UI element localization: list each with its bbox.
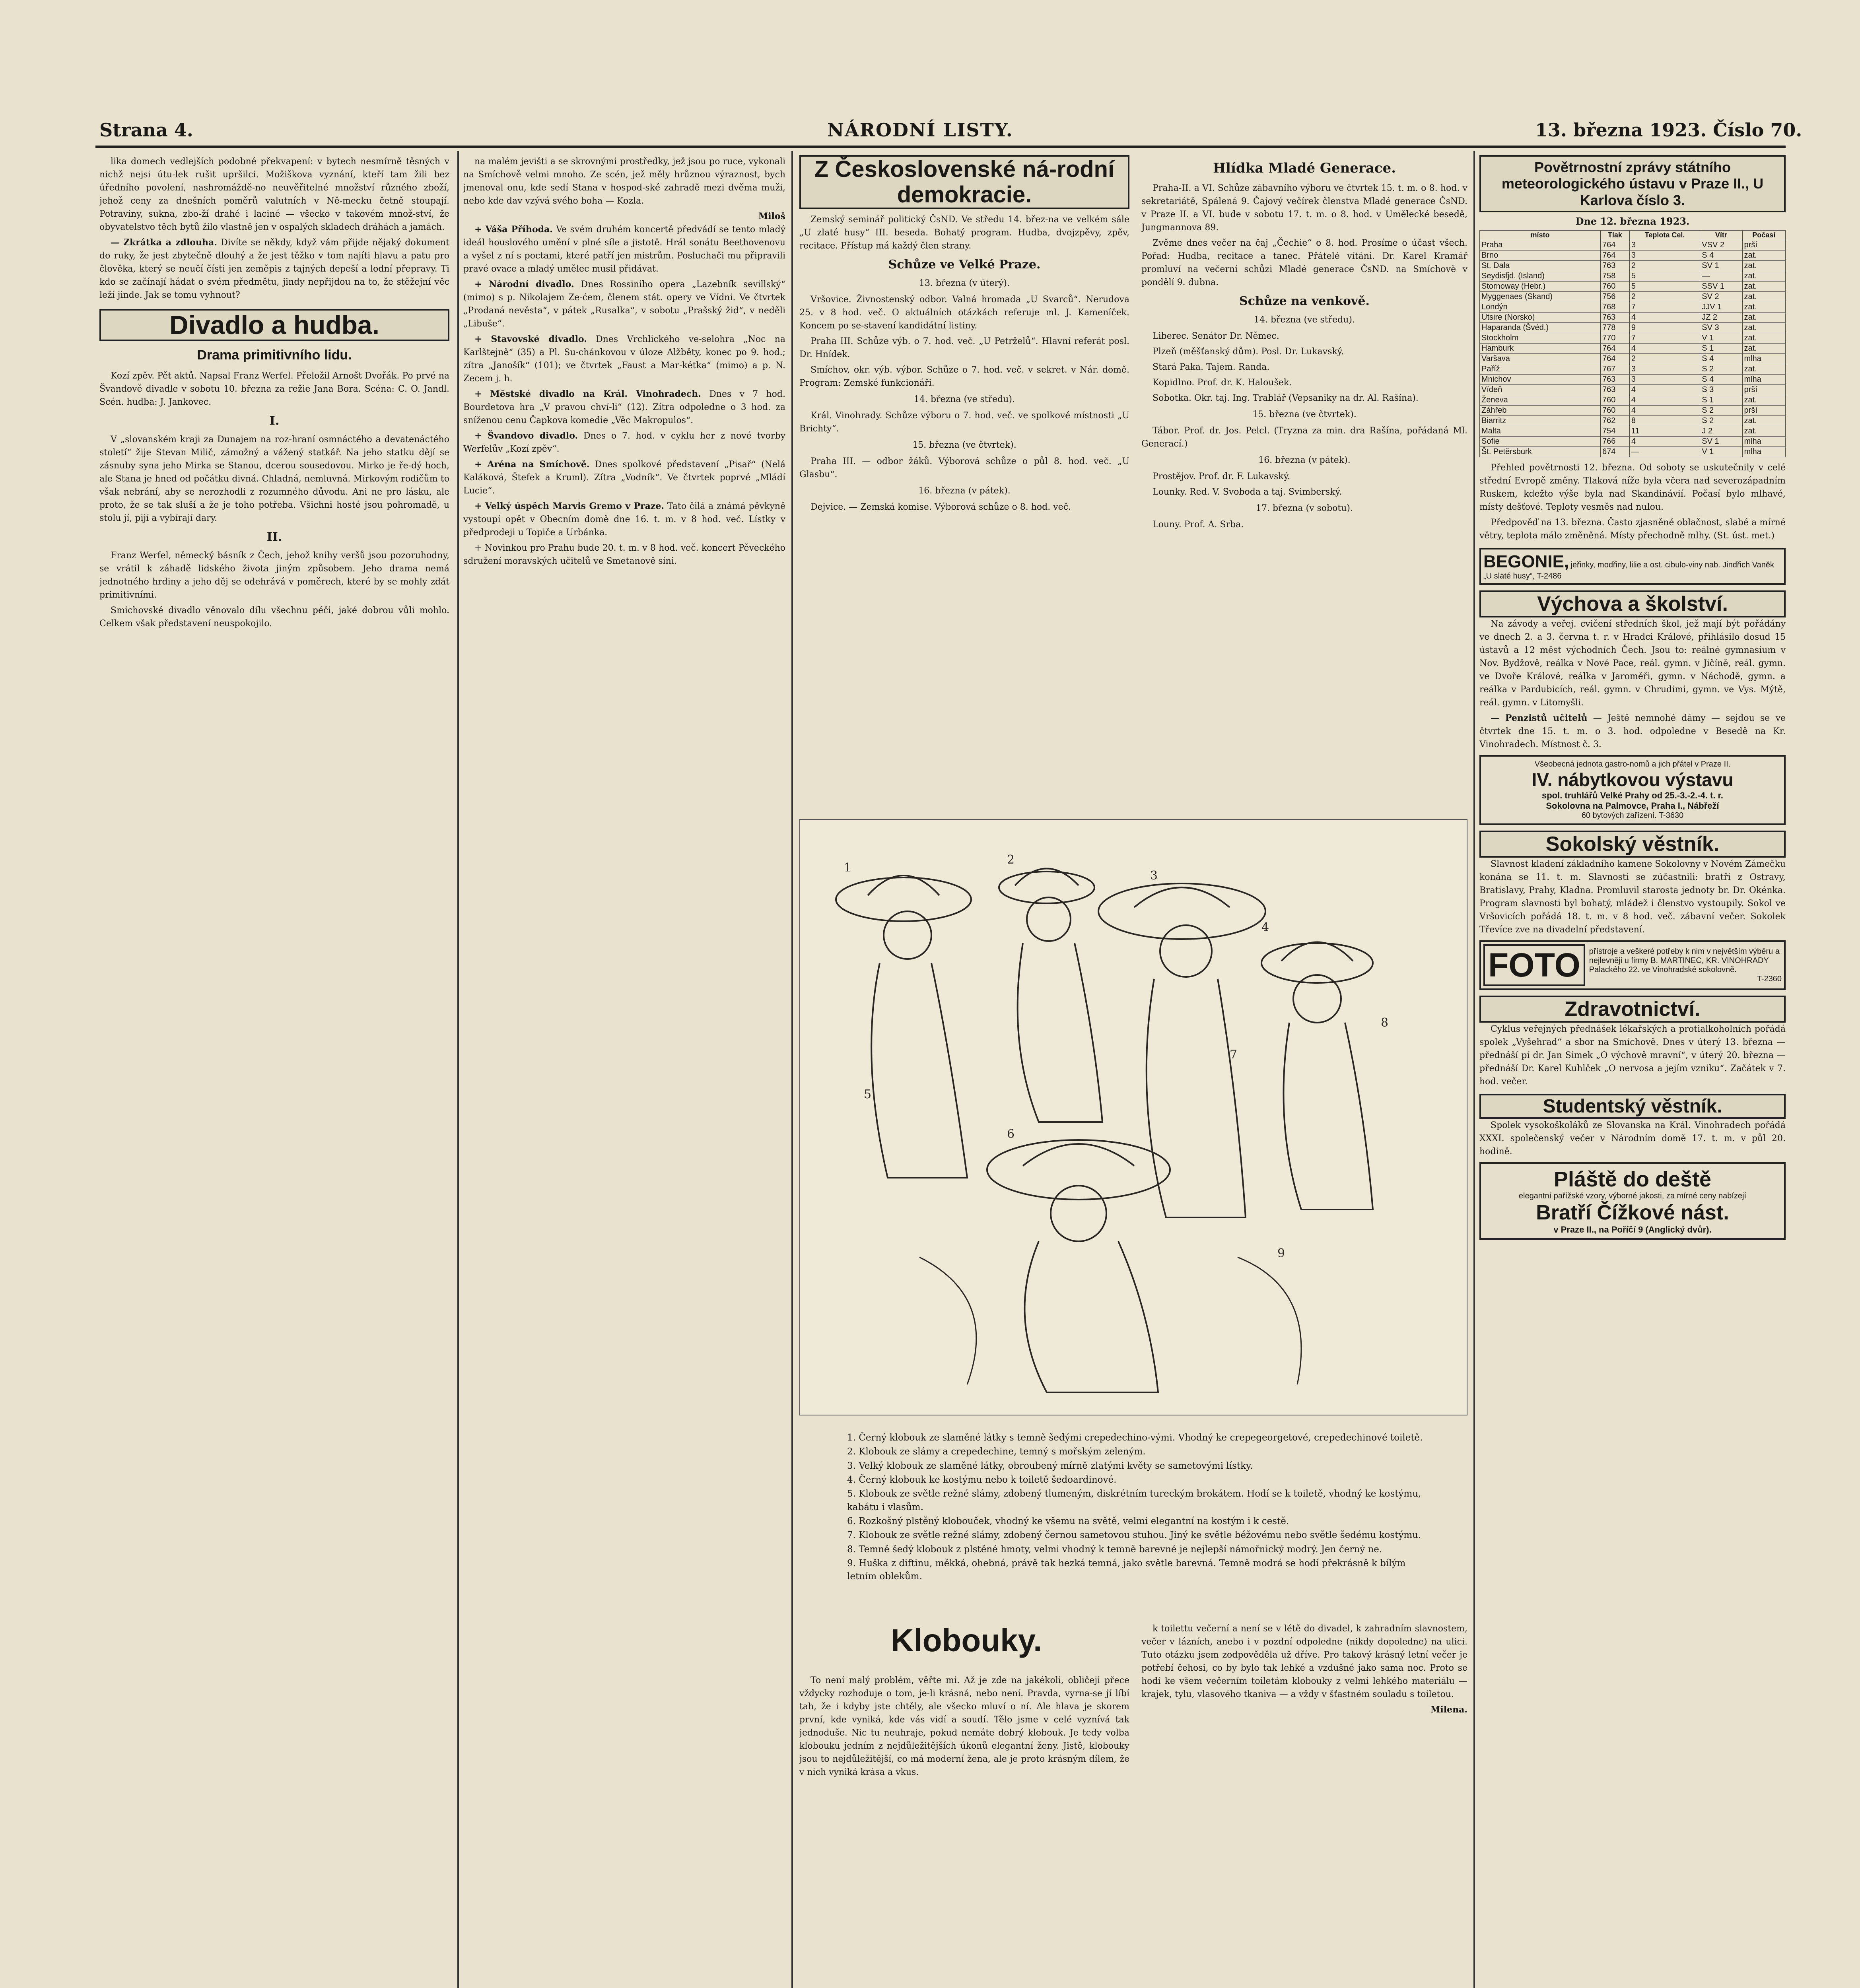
weather-cell: SV 1 (1700, 261, 1742, 271)
vychova-body (1479, 617, 1786, 751)
weather-text: Přehled povětrnosti 12. března. Od soboty se uskutečnily v celé střední Evropě změny. Tlaková níže byla včera nad severozápadním Ruskem, kdežto výše byla nad Skandinávií. Počasí bylo mlhavé, místy dešťové. Teploty vesměs nad nulou. (1479, 463, 1786, 513)
weather-cell: 758 (1601, 271, 1630, 282)
weather-cell: 760 (1601, 406, 1630, 416)
mestske-text: Dnes v 7 hod. Bourdetova hra „V pravou chví-li“ (12). Zítra odpoledne o 3 hod. za sníženou cenu Čapkova komedie „Věc Makropulos“. (463, 389, 785, 425)
venkov-9: Louny. Prof. A. Srba. (1153, 520, 1244, 530)
weather-cell: 764 (1601, 250, 1630, 261)
weather-cell: 762 (1601, 416, 1630, 426)
weather-cell: S 1 (1700, 344, 1742, 354)
zdrav-text: Cyklus veřejných přednášek lékařských a protialkoholních pořádá spolek „Vyšehrad“ a sbor na Smíchově. Dnes v úterý 13. března — přednáší pí dr. Jan Simek „O výchově mravní“, v úterý 20. března — přednáší Dr. Karel Kuhlček „O nervosa a jejím vzniku“. Začátek v 7. hod. večer. (1479, 1024, 1786, 1087)
weather-cell: Sofie (1480, 437, 1601, 447)
begonie-title: BEGONIE, (1483, 552, 1569, 572)
weather-cell: 2 (1629, 292, 1700, 302)
mestske-title: + Městské divadlo na Král. Vinohradech. (474, 389, 701, 399)
hat-2-brim (999, 872, 1094, 903)
venkov-3: Stará Paka. Tajem. Randa. (1153, 362, 1270, 372)
venkov-8: Lounky. Red. V. Svoboda a taj. Svimberský. (1153, 487, 1342, 497)
weather-cell: 674 (1601, 447, 1630, 457)
hat-5-crown (1023, 1144, 1134, 1166)
begonie-ad (1479, 548, 1786, 585)
weather-row (1480, 426, 1786, 437)
weather-summary (1479, 461, 1786, 542)
forecast-text: Předpověď na 13. března. Často zjasněné oblačnost, slabé a mírné větry, teplota málo změněná. Místy přechodně mlhy. (St. úst. met.) (1479, 518, 1786, 541)
column-4 (1141, 155, 1467, 811)
drama-subtitle: Drama primitivního lidu. (197, 347, 352, 363)
weather-cell: 4 (1629, 313, 1700, 323)
weather-cell: S 3 (1700, 385, 1742, 395)
plaste-addr: v Praze II., na Poříčí 9 (Anglický dvůr). (1553, 1225, 1712, 1235)
weather-cell: J 2 (1700, 426, 1742, 437)
hlidka-title: Hlídka Mladé Generace. (1213, 160, 1396, 176)
weather-cell: 3 (1629, 240, 1700, 250)
weather-cell: 754 (1601, 426, 1630, 437)
weather-cell: — (1629, 447, 1700, 457)
stavovske-text: Dnes Vrchlického ve-selohra „Noc na Karlštejně“ (35) a Pl. Su-chánkovou v úloze Alžběty, konec po 9. hod.; zítra „Janošík“ (101); ve čtvrtek „Faust a Mar-kétka“ (mimo) a p. N. Zecem j. h. (463, 334, 785, 384)
stavovske-title: + Stavovské divadlo. (474, 334, 587, 344)
hlidka-body: Zvěme dnes večer na čaj „Čechie“ o 8. hod. Prosíme o účast všech. Pořad: Hudba, recitace a tanec. Přátelé vítáni. Dr. Karel Kramář promluví na večerní schůzi Mladé generace ČsND. na Smíchově v pondělí 9. dubna. (1141, 238, 1467, 287)
column-divider (457, 151, 459, 1988)
weather-cell: 764 (1601, 354, 1630, 364)
weather-cell: SV 2 (1700, 292, 1742, 302)
weather-row (1480, 250, 1786, 261)
plaste-firm: Bratří Čížkové nást. (1536, 1201, 1729, 1225)
weather-cell: V 1 (1700, 447, 1742, 457)
foto-ad (1479, 940, 1786, 990)
venkov-date-14: 14. března (ve středu). (1254, 315, 1355, 325)
weather-cell: zat. (1742, 333, 1785, 344)
weather-cell: V 1 (1700, 333, 1742, 344)
venkov-date-17: 17. března (v sobotu). (1256, 503, 1353, 513)
weather-cell: mlha (1742, 437, 1785, 447)
venkov-2: Plzeň (měšťanský dům). Posl. Dr. Lukavský. (1153, 347, 1344, 357)
weather-cell: S 1 (1700, 395, 1742, 406)
plaste-text: elegantní pařížské vzory, výborné jakosti, za mírné ceny nabízejí (1518, 1192, 1747, 1201)
weather-cell: zat. (1742, 323, 1785, 333)
weather-row (1480, 271, 1786, 282)
begonie-text: jeřinky, modřiny, lilie a ost. cibulo-viny nab. Jindřich Vaněk „U slaté husy“, T-2486 (1483, 561, 1774, 581)
hat-1-brim (836, 878, 971, 921)
nabytek-ad (1479, 755, 1786, 825)
weather-cell: 760 (1601, 395, 1630, 406)
sokol-body (1479, 858, 1786, 936)
nabytek-sub: spol. truhlářů Velké Prahy od 25.-3.-2.-4. t. r. (1541, 790, 1724, 801)
weather-cell: 767 (1601, 364, 1630, 375)
page-number: Strana 4. (99, 119, 193, 141)
venkov-date-15: 15. března (ve čtvrtek). (1252, 410, 1357, 419)
weather-cell: 4 (1629, 437, 1700, 447)
weather-cell: JZ 2 (1700, 313, 1742, 323)
schuze-4: Král. Vinohrady. Schůze výboru o 7. hod. več. ve spolkové místnosti „U Brichty“. (799, 410, 1129, 434)
body-4 (1283, 1023, 1373, 1209)
weather-cell: mlha (1742, 354, 1785, 364)
venkov-title: Schůze na venkově. (1239, 294, 1370, 308)
weather-rows (1480, 240, 1786, 457)
zdrav-body (1479, 1023, 1786, 1088)
sokol-text: Slavnost kladení základního kamene Sokolovny v Novém Zámečku konána se 11. t. m. Slavnosti se zúčastnili: bratři z Ostravy, Bratislavy, Prahy, Kladna. Promluvil starosta jednoty br. Dr. Okénka. Program slavnosti byl bohatý, mládež i členstvo vystoupily. Sokol ve Vršovicích pořádá 18. t. m. v 8 hod. več. zábavní večer. Sokolek Třevíce zve na divadelní představení. (1479, 859, 1786, 935)
svg-text:3: 3 (1150, 869, 1158, 883)
werfel-text: Franz Werfel, německý básník z Čech, jehož knihy veršů jsou pozoruhodny, se vrátil k záhadě lidského života jiným způsobem. Jeho drama nemá jednotného hrdiny a jeho děj se odehrává v poměrech, které by se mohly zdát primitivními. (99, 550, 449, 600)
weather-row (1480, 292, 1786, 302)
weather-cell: Varšava (1480, 354, 1601, 364)
arena-title: + Aréna na Smíchově. (474, 459, 590, 470)
masthead-title: NÁRODNÍ LISTY. (827, 119, 1013, 141)
hat-5-brim (987, 1140, 1170, 1200)
sokol-heading: Sokolský věstník. (1479, 831, 1786, 858)
weather-row (1480, 416, 1786, 426)
svg-text:5: 5 (864, 1087, 872, 1101)
weather-cell: zat. (1742, 292, 1785, 302)
col2-intro: na malém jevišti a se skrovnými prostředky, jež jsou po ruce, vykonali na Smíchově velmi mnoho. Ze scén, jež měly hrůznou výraznost, bych jmenoval onu, kde sedí Stana v hospod-ské zahradě mezi dvěma muži, nebo kde dav vzývá svého boha — Kozla. (463, 157, 785, 206)
student-text: Spolek vysokoškoláků ze Slovanska na Král. Vinohradech pořádá XXXI. společenský večer v Národním domě 17. t. m. v půl 20. hodině. (1479, 1120, 1786, 1157)
svg-text:2: 2 (1007, 853, 1015, 867)
weather-row (1480, 282, 1786, 292)
svg-text:1: 1 (844, 861, 852, 875)
body-5 (1024, 1241, 1158, 1392)
weather-cell: 764 (1601, 344, 1630, 354)
weather-cell: prší (1742, 240, 1785, 250)
divadlo-heading: Divadlo a hudba. (99, 309, 449, 341)
weather-cell: S 4 (1700, 354, 1742, 364)
vasa-title: + Váša Příhoda. (474, 224, 553, 235)
weather-cell: zat. (1742, 271, 1785, 282)
weather-cell: 3 (1629, 250, 1700, 261)
col3-intro: Zemský seminář politický ČsND. Ve středu 14. břez-na ve velkém sále „U zlaté husy“ III. beseda. Bohatý program. Hudba, dvojzpěvy, zpěv, recitace. Přístup má každý člen strany. (799, 214, 1129, 251)
column-6 (1479, 155, 1786, 1988)
drama-meta: Kozí zpěv. Pět aktů. Napsal Franz Werfel. Přeložil Arnošt Dvořák. Po prvé na Švandově divadle v sobotu 10. března za režie Jana Bora. Scéna: C. O. Jandl. Scén. hudba: J. Jankovec. (99, 371, 449, 407)
weather-cell: S 2 (1700, 364, 1742, 375)
weather-cell: 763 (1601, 375, 1630, 385)
nabytek-place: Sokolovna na Palmovce, Praha I., Nábřeží (1546, 801, 1719, 811)
weather-cell: mlha (1742, 447, 1785, 457)
caption-6: 6. Rozkošný plstěný klobouček, vhodný ke všemu na světě, velmi elegantní na kostým i k cestě. (847, 1516, 1289, 1527)
weather-cell: 4 (1629, 406, 1700, 416)
wx-header-pressure: Tlak (1601, 231, 1630, 240)
weather-cell: zat. (1742, 426, 1785, 437)
fashion-illustration (799, 819, 1467, 1415)
column-1 (99, 155, 449, 1988)
weather-cell: prší (1742, 385, 1785, 395)
hlidka-intro: Praha-II. a VI. Schůze zábavního výboru ve čtvrtek 15. t. m. o 8. hod. v sekretariátě, Spálená 9. Čajový večírek členstva Mladé generace ČsND. v Praze II. a VI. bude v sobotu 17. t. m. o 8. hod. v Umělecké besedě, Jungmannova 89. (1141, 183, 1467, 233)
weather-cell: Seydisfjd. (Island) (1480, 271, 1601, 282)
weather-row (1480, 385, 1786, 395)
weather-cell: zat. (1742, 250, 1785, 261)
weather-row (1480, 395, 1786, 406)
weather-cell: Haparanda (Švéd.) (1480, 323, 1601, 333)
nabytek-main: IV. nábytkovou výstavu (1532, 769, 1734, 790)
klobouky-heading: Klobouky. (890, 1623, 1042, 1658)
vychova-heading: Výchova a školství. (1479, 590, 1786, 617)
body-1 (871, 963, 967, 1178)
weather-cell: 768 (1601, 302, 1630, 313)
date-15: 15. března (ve čtvrtek). (912, 440, 1016, 450)
weather-row (1480, 375, 1786, 385)
weather-row (1480, 240, 1786, 250)
col2-closing: + Novinkou pro Prahu bude 20. t. m. v 8 hod. več. koncert Pěveckého sdružení moravských učitelů ve Smetanově síni. (463, 543, 785, 566)
venkov-5: Sobotka. Okr. taj. Ing. Trablář (Vepsaniky na dr. Al. Rašína). (1153, 393, 1419, 403)
weather-cell: 763 (1601, 313, 1630, 323)
weather-cell: Záhřeb (1480, 406, 1601, 416)
klobouky-signature: Milena. (1430, 1705, 1467, 1715)
weather-cell: 756 (1601, 292, 1630, 302)
wx-header-wind: Vítr (1700, 231, 1742, 240)
koncert-text: Tato čilá a známá pěvkyně vystoupí opět v Obecním domě dne 16. t. m. v 8 hod. več. Lístky v předprodeji u Topiče a Urbánka. (463, 501, 785, 538)
weather-row (1480, 302, 1786, 313)
foto-code: T-2360 (1757, 974, 1782, 983)
weather-cell: zat. (1742, 261, 1785, 271)
weather-cell: Londýn (1480, 302, 1601, 313)
schuze-praha-title: Schůze ve Velké Praze. (888, 257, 1041, 272)
narodni-demokracie-heading: Z Československé ná-rodní demokracie. (799, 155, 1129, 209)
narodni-text: Dnes Rossiniho opera „Lazebník sevillský“ (mimo) s p. Nikolajem Ze-ćem, členem stát. opery ve Vídni. Ve čtvrtek „Prodaná nevěsta“, v pátek „Rusalka“, v sobotu „Prašský žid“, v neděli „Libuše“. (463, 280, 785, 329)
weather-cell: 7 (1629, 333, 1700, 344)
weather-cell: 4 (1629, 395, 1700, 406)
klobouky-left-text: To není malý problém, věřte mi. Až je zde na jakékoli, obličeji přece vždycky rozhoduje o tom, je-li krásná, nebo není. Pravda, vyrna-se jí líbí tah, že i kdyby jste chtěly, ale všecko mluví o ní. Ale hlava je skorem první, kde vyniká, kde vás vidí a soudí. Tělo jsme v celé vyznívá tak jednoduše. Nic tu neuhraje, pokud nemáte dobrý klobouk. Je tedy volba klobouku jedním z nejdůležitějších úkonů elegantní ženy. Jistě, klobouky jsou to nejdůležitější, co má moderní žena, ale je proto krásným dílem, že v nich vyniká krása a vkus. (799, 1675, 1129, 1777)
weather-cell: S 2 (1700, 406, 1742, 416)
weather-cell: mlha (1742, 375, 1785, 385)
weather-cell: Št. Petěrsburk (1480, 447, 1601, 457)
weather-cell: 9 (1629, 323, 1700, 333)
vychova-text: Na závody a veřej. cvičení středních škol, jež mají být pořádány ve dnech 2. a 3. června t. r. v Hradci Králové, přihlásilo dosud 15 ústavů a 12 měst východních Čech. Jsou to: reálné gymnasium v Nov. Bydžově, reálka v Nové Pace, reál. gymn. v Jičíně, reál. gymn. ve Dvoře Králové, reálka v Jaroměři, gymn. v Náchodě, gymn. a reálka v Pardubicích, reál. gymn. v Chrudimi, gymn. ve Vys. Mýtě, reál. gymn. v Litomyšli. (1479, 619, 1786, 708)
caption-7: 7. Klobouk ze světle režné slámy, zdobený černou sametovou stuhou. Jiný ke světle béžovému nebo světle šedému kostýmu. (847, 1530, 1421, 1541)
weather-row (1480, 313, 1786, 323)
weather-cell: 4 (1629, 344, 1700, 354)
weather-cell: Hamburk (1480, 344, 1601, 354)
weather-cell: 4 (1629, 385, 1700, 395)
wx-header-weather: Počasí (1742, 231, 1785, 240)
narodni-title: + Národní divadlo. (474, 279, 574, 289)
hats-drawing (800, 820, 1467, 1415)
caption-9: 9. Huška z diftinu, měkká, ohebná, právě tak hezká temná, jako světle barevná. Temně modrá se hodí překrásně k bílým letním oblekům. (847, 1558, 1406, 1582)
svg-text:7: 7 (1230, 1048, 1238, 1062)
weather-row (1480, 323, 1786, 333)
date-16: 16. března (v pátek). (918, 485, 1011, 496)
roman-one: I. (269, 414, 280, 428)
weather-row (1480, 344, 1786, 354)
weather-cell: zat. (1742, 364, 1785, 375)
weather-row (1480, 447, 1786, 457)
weather-cell: 778 (1601, 323, 1630, 333)
weather-row (1480, 437, 1786, 447)
weather-cell: VSV 2 (1700, 240, 1742, 250)
weather-row (1480, 333, 1786, 344)
weather-cell: SSV 1 (1700, 282, 1742, 292)
weather-cell: S 4 (1700, 250, 1742, 261)
weather-cell: 770 (1601, 333, 1630, 344)
schuze-1: Vršovice. Živnostenský odbor. Valná hromada „U Svarců“. Nerudova 25. v 8 hod. več. O aktuálních otázkách referuje ml. J. Kameníček. Koncem po se-stavení kandidátní listiny. (799, 294, 1129, 331)
weather-cell: 5 (1629, 282, 1700, 292)
schuze-3: Smíchov, okr. výb. výbor. Schůze o 7. hod. več. v sekret. v Nár. domě. Program: Zemské funkcionáři. (799, 365, 1129, 388)
column-divider (1473, 151, 1475, 1988)
wx-header-place: místo (1480, 231, 1601, 240)
weather-cell: Paříž (1480, 364, 1601, 375)
venkov-6: Tábor. Prof. dr. Jos. Pelcl. (Tryzna za min. dra Rašína, pořádaná Ml. Generací.) (1141, 426, 1467, 449)
issue-date: 13. března 1923. Číslo 70. (1535, 119, 1802, 141)
column-divider (791, 151, 793, 1988)
venkov-date-16: 16. března (v pátek). (1258, 455, 1351, 465)
svg-text:6: 6 (1007, 1127, 1015, 1141)
nabytek-info: 60 bytových zařízení. T-3630 (1581, 811, 1684, 820)
weather-row (1480, 406, 1786, 416)
weather-row (1480, 354, 1786, 364)
plaste-ad (1479, 1162, 1786, 1240)
weather-cell: 764 (1601, 240, 1630, 250)
weather-cell: 3 (1629, 364, 1700, 375)
weather-cell: Stockholm (1480, 333, 1601, 344)
weather-cell: zat. (1742, 313, 1785, 323)
caption-1: 1. Černý klobouk ze slaměné látky s temně šedými crepedechino-vými. Vhodný ke crepegeorgetové, crepedechinové toiletě. (847, 1433, 1423, 1443)
column-2 (463, 155, 785, 1988)
zdrav-heading: Zdravotnictví. (1479, 996, 1786, 1023)
weather-cell: zat. (1742, 344, 1785, 354)
hat-4-brim (1261, 943, 1373, 983)
weather-cell: 2 (1629, 261, 1700, 271)
caption-8: 8. Temně šedý klobouk z plstěné hmoty, velmi vhodný k temně barevné je nejlepší námořnický modrý. Jen černý ne. (847, 1544, 1382, 1555)
weather-cell: zat. (1742, 395, 1785, 406)
schuze-2: Praha III. Schůze výb. o 7. hod. več. „U Petrželů“. Hlavní referát posl. Dr. Hnídek. (799, 336, 1129, 359)
weather-cell: JJV 1 (1700, 302, 1742, 313)
zkratka-title: — Zkrátka a zdlouha. (111, 237, 217, 248)
weather-cell: S 2 (1700, 416, 1742, 426)
weather-cell: — (1700, 271, 1742, 282)
weather-cell: Utsire (Norsko) (1480, 313, 1601, 323)
weather-cell: Brno (1480, 250, 1601, 261)
venkov-1: Liberec. Senátor Dr. Němec. (1153, 331, 1279, 341)
hat-3-brim (1098, 883, 1265, 939)
weather-cell: zat. (1742, 282, 1785, 292)
weather-cell: 763 (1601, 261, 1630, 271)
student-body (1479, 1119, 1786, 1158)
weather-cell: SV 3 (1700, 323, 1742, 333)
weather-cell: 760 (1601, 282, 1630, 292)
weather-cell: Stornoway (Hebr.) (1480, 282, 1601, 292)
schuze-5: Praha III. — odbor žáků. Výborová schůze o půl 8. hod. več. „U Glasbu“. (799, 456, 1129, 480)
koncert-title: + Velký úspěch Marvis Gremo v Praze. (474, 501, 664, 511)
student-heading: Studentský věstník. (1479, 1094, 1786, 1119)
face-3 (1160, 925, 1212, 977)
weather-cell: S 4 (1700, 375, 1742, 385)
weather-row (1480, 364, 1786, 375)
col2-signature: Miloš (758, 211, 785, 221)
weather-cell: Malta (1480, 426, 1601, 437)
schuze-6: Dejvice. — Zemská komise. Výborová schůze o 8. hod. več. (810, 502, 1071, 512)
weather-cell: Myggenaes (Skand) (1480, 292, 1601, 302)
weather-cell: 5 (1629, 271, 1700, 282)
klobouky-right-text: k toilettu večerní a není se v létě do divadel, k zahradním slavnostem, večer v lázních, anebo i v pozdní odpoledne (nikdy dopoledne) na ulici. Tuto otázku jsem zodpověděla už dříve. Pro takový krásný letní večer je potřebí čehosi, co by bylo tak lehké a vzdušné jako sama noc. Proto se hodí ke všem večerním toiletám klobouky z velmi lehkého materiálu — krajek, tylu, vlasového tkaniva — a vždy v šťastném souladu s toiletou. (1141, 1624, 1467, 1699)
header-rule (95, 146, 1786, 148)
venkov-7: Prostějov. Prof. dr. F. Lukavský. (1153, 472, 1291, 481)
weather-table (1479, 230, 1786, 457)
svandovo-title: + Švandovo divadlo. (474, 431, 578, 441)
svg-text:9: 9 (1277, 1246, 1285, 1260)
weather-cell: 763 (1601, 385, 1630, 395)
weather-cell: St. Dala (1480, 261, 1601, 271)
fashion-captions (847, 1431, 1436, 1614)
svandovo-text: Dnes o 7. hod. v cyklu her z nové tvorby Werfelův „Kozí zpěv“. (463, 431, 785, 454)
venkov-4: Kopidlno. Prof. dr. K. Haloušek. (1153, 378, 1292, 388)
caption-4: 4. Černý klobouk ke kostýmu nebo k toiletě šedoardinové. (847, 1475, 1117, 1485)
svg-text:8: 8 (1381, 1016, 1389, 1030)
weather-cell: zat. (1742, 416, 1785, 426)
plaste-title: Pláště do deště (1553, 1167, 1712, 1192)
weather-cell: SV 1 (1700, 437, 1742, 447)
foto-addr: Palackého 22. ve Vinohradské sokolovně. (1589, 965, 1737, 974)
svg-text:4: 4 (1261, 920, 1269, 934)
weather-row (1480, 261, 1786, 271)
zkratka-text: Divíte se někdy, když vám přijde nějaký dokument do ruky, že jest zbytečně dlouhý a že jest těžko v tom najíti hlavu a patu pro člověka, který se neučí čísti jen zeměpis z tajných depeší a lodní přepravy. Ti kdo se začínají hádat o svém předmětu, jindy nepřijdou na to, že stěžejní věc leží jinde. Jak se tomu vyhnout? (99, 238, 449, 300)
face-5 (1051, 1186, 1106, 1241)
drama-text: V „slovanském kraji za Dunajem na roz-hraní osmnáctého a devatenáctého století“ žije Stevan Milič, zámožný a vážený statkář. Na jeho statku dějí se zásnuby syna jeho Mirka se Stanou, dcerou sousedovou. Mirko je ře-dý hoch, ale Stana je hned od počátku divná. Chladná, nemluvná. Mirkovým rodičům to však nebrání, aby se nerozhodli z rozumného důvodu. Ani ne pro lásku, ale proto, že se tak sluší a že je toho potřeba. Všichni hosté jsou pohromadě, u stolu jí, pijí a vybírají dary. (99, 434, 449, 523)
caption-3: 3. Velký klobouk ze slaměné látky, obroubený mírně zlatými květy se sametovými lístky. (847, 1460, 1253, 1471)
vasa-text: Ve svém druhém koncertě předvádí se tento mladý ideál houslového umění v plné síle a jistotě. Hrál sonátu Beethovenovu a vyšel z ní s poctami, které patří jen mistrům. Posluchači mu připravili pravé ovace a mladý umělec musil přidávat. (463, 225, 785, 274)
weather-cell: 3 (1629, 375, 1700, 385)
col1-closing: Smíchovské divadlo věnovalo dílu všechnu péči, jaké dobrou vůli mohlo. Celkem však představení neuspokojilo. (99, 605, 449, 629)
column-3 (799, 155, 1129, 811)
weather-cell: Vídeň (1480, 385, 1601, 395)
weather-cell: zat. (1742, 302, 1785, 313)
date-13: 13. března (v úterý). (919, 278, 1010, 288)
weather-cell: 11 (1629, 426, 1700, 437)
weather-cell: 8 (1629, 416, 1700, 426)
vychova-text-2: — Ještě nemnohé dámy — sejdou se ve čtvrtek dne 15. t. m. o 3. hod. odpoledne v Besedě na Kr. Vinohradech. Místnost č. 3. (1479, 713, 1786, 750)
hat-3-crown (1134, 887, 1230, 907)
caption-2: 2. Klobouk ze slámy a crepedechine, temný s mořským zeleným. (847, 1446, 1146, 1457)
klobouky-right (1141, 1622, 1467, 1988)
weather-cell: 7 (1629, 302, 1700, 313)
body-2 (1018, 943, 1102, 1122)
weather-cell: prší (1742, 406, 1785, 416)
klobouky-left (799, 1674, 1129, 1988)
weather-cell: 2 (1629, 354, 1700, 364)
date-14: 14. března (ve středu). (914, 394, 1015, 404)
weather-date: Dne 12. března 1923. (1575, 215, 1690, 227)
foto-big: FOTO (1483, 944, 1585, 986)
arena-text: Dnes spolkové představení „Pisař“ (Nelá Kaláková, Štefek a Kruml). Zítra „Vodník“. Ve čtvrtek poprvé „Mládí Lucie“. (463, 460, 785, 496)
face-1 (884, 911, 931, 959)
foto-text: přístroje a veškeré potřeby k nim v největším výběru a nejlevněji u firmy B. MARTINEC, KR. VINOHRADY (1589, 947, 1780, 965)
weather-cell: Ženeva (1480, 395, 1601, 406)
weather-cell: Biarritz (1480, 416, 1601, 426)
col1-intro: lika domech vedlejších podobné překvapení: v bytech nesmírně těsných v nichž nejsi útu-lek rušit upršilci. Možiškova vyznání, kteří tam žili bez úředního povolení, nashromáždě-no neuvěřitelné množství různého zboží, jehož ceny za dnešních poměrů valutních v Ně-mecku četně stoupají. Potraviny, sukna, zbo-ží drahé i laciné — všecko v takovém množ-ství, že obyvatelstvo těch bytů žilo vlastně jen v ospalých skladech dráhách a jamách. (99, 157, 449, 232)
weather-cell: Mnichov (1480, 375, 1601, 385)
nabytek-top: Všeobecná jednota gastro-nomů a jich přátel v Praze II. (1534, 760, 1731, 769)
wx-header-temp: Teplota Cel. (1629, 231, 1700, 240)
roman-two: II. (266, 530, 282, 544)
vychova-signature: — Penzistů učitelů (1491, 713, 1588, 724)
weather-cell: Praha (1480, 240, 1601, 250)
caption-5: 5. Klobouk ze světle režné slámy, zdobený tlumeným, diskrétním tureckým brokátem. Hodí se k toiletě, vhodný ke kostýmu, kabátu i vlasům. (847, 1489, 1421, 1512)
weather-heading: Povětrnostní zprávy státního meteorologického ústavu v Praze II., U Karlova číslo 3. (1479, 155, 1786, 212)
weather-cell: 766 (1601, 437, 1630, 447)
